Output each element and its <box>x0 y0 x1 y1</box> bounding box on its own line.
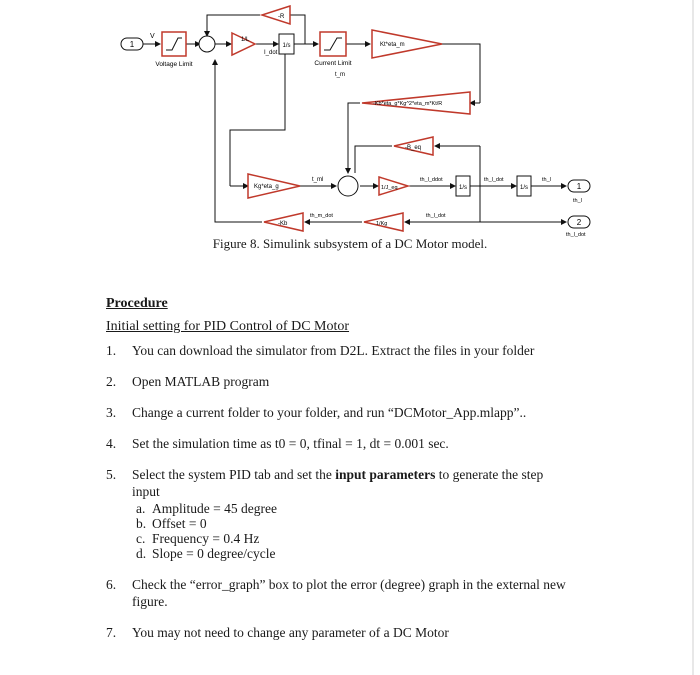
substep-number: c. <box>136 531 146 546</box>
neg-kb-label: -Kb <box>278 221 288 227</box>
step-number: 5. <box>106 467 117 482</box>
sum-block-1 <box>199 36 215 52</box>
substep-text: Frequency = 0.4 Hz <box>152 531 260 546</box>
kb-eta-long-label: -Kb*eta_g*Kg^2*eta_m*Kt/R <box>373 101 443 107</box>
b-eq-label: -B_eq <box>405 145 422 151</box>
step-text-part: to generate the step input <box>132 467 544 499</box>
step-number: 4. <box>106 436 117 451</box>
substep-number: a. <box>136 501 146 516</box>
signal-t-m-label: t_m <box>334 72 346 78</box>
step-text: Set the simulation time as t0 = 0, tfinal = 1, dt = 0.001 sec. <box>132 436 449 451</box>
outport-2-label: 2 <box>576 218 582 227</box>
integrator-3-label: 1/s <box>519 185 529 191</box>
signal-v-label: V <box>150 33 155 40</box>
step-text: You may not need to change any parameter of a DC Motor <box>132 625 449 640</box>
step-number: 3. <box>106 405 117 420</box>
step-text: You can download the simulator from D2L. Extract the files in your folder <box>132 343 535 358</box>
substep-text: Slope = 0 degree/cycle <box>152 546 276 561</box>
signal-t-ml-label: t_ml <box>312 177 324 183</box>
step-number: 2. <box>106 374 117 389</box>
current-limit-label: Current Limit <box>314 60 352 67</box>
integrator-1-label: 1/s <box>282 43 291 49</box>
step-text: Check the “error_graph” box to plot the error (degree) graph in the external new figure. <box>132 577 566 609</box>
step-number: 6. <box>106 577 117 592</box>
voltage-limit-block <box>162 32 186 56</box>
voltage-limit-label: Voltage Limit <box>155 61 193 68</box>
outport-1-signal: th_l <box>573 198 582 204</box>
outport-1-label: 1 <box>576 182 582 191</box>
outport-2-signal: th_l_dot <box>566 232 586 238</box>
step-number: 7. <box>106 625 117 640</box>
substep-number: d. <box>136 546 147 561</box>
simulink-diagram <box>0 0 700 240</box>
signal-th-l-dot-a-label: th_l_dot <box>484 177 504 183</box>
substep-number: b. <box>136 516 147 531</box>
figure-caption: Figure 8. Simulink subsystem of a DC Motor model. <box>212 236 488 251</box>
signal-i-dot-label: I_dot <box>264 50 278 56</box>
inport-1-label: 1 <box>129 40 135 49</box>
substep-d <box>136 545 275 562</box>
signal-th-l-ddot-label: th_l_ddot <box>420 177 443 183</box>
signal-th-m-dot-label: th_m_dot <box>310 213 333 219</box>
step-text <box>132 466 572 500</box>
step-text: Open MATLAB program <box>132 374 270 389</box>
kg-eta-g-label: Kg*eta_g <box>254 184 279 190</box>
one-over-l-label: 1/L <box>241 37 250 43</box>
one-over-kg-label: 1/Kg <box>376 221 388 227</box>
substep-text: Offset = 0 <box>152 516 207 531</box>
step-text-part: Select the system PID tab and set the <box>132 467 336 482</box>
sum-block-2 <box>338 176 358 196</box>
step-text: Change a current folder to your folder, and run “DCMotor_App.mlapp”.. <box>132 405 527 420</box>
substep-text: Amplitude = 45 degree <box>152 501 277 516</box>
step-number: 1. <box>106 343 117 358</box>
signal-th-l-dot-c-label: th_l_dot <box>426 213 446 219</box>
procedure-title: Procedure <box>106 296 168 311</box>
integrator-2-label: 1/s <box>458 185 468 191</box>
procedure-subtitle: Initial setting for PID Control of DC Motor <box>106 319 350 334</box>
one-over-jeq-label: 1/J_eq <box>381 185 398 191</box>
neg-r-label: -R <box>278 14 285 20</box>
neg-r-gain <box>262 6 290 24</box>
kt-eta-m-label: Kt*eta_m <box>380 42 405 48</box>
step-text-bold: input parameters <box>335 467 436 482</box>
signal-th-l-label: th_l <box>542 177 551 183</box>
